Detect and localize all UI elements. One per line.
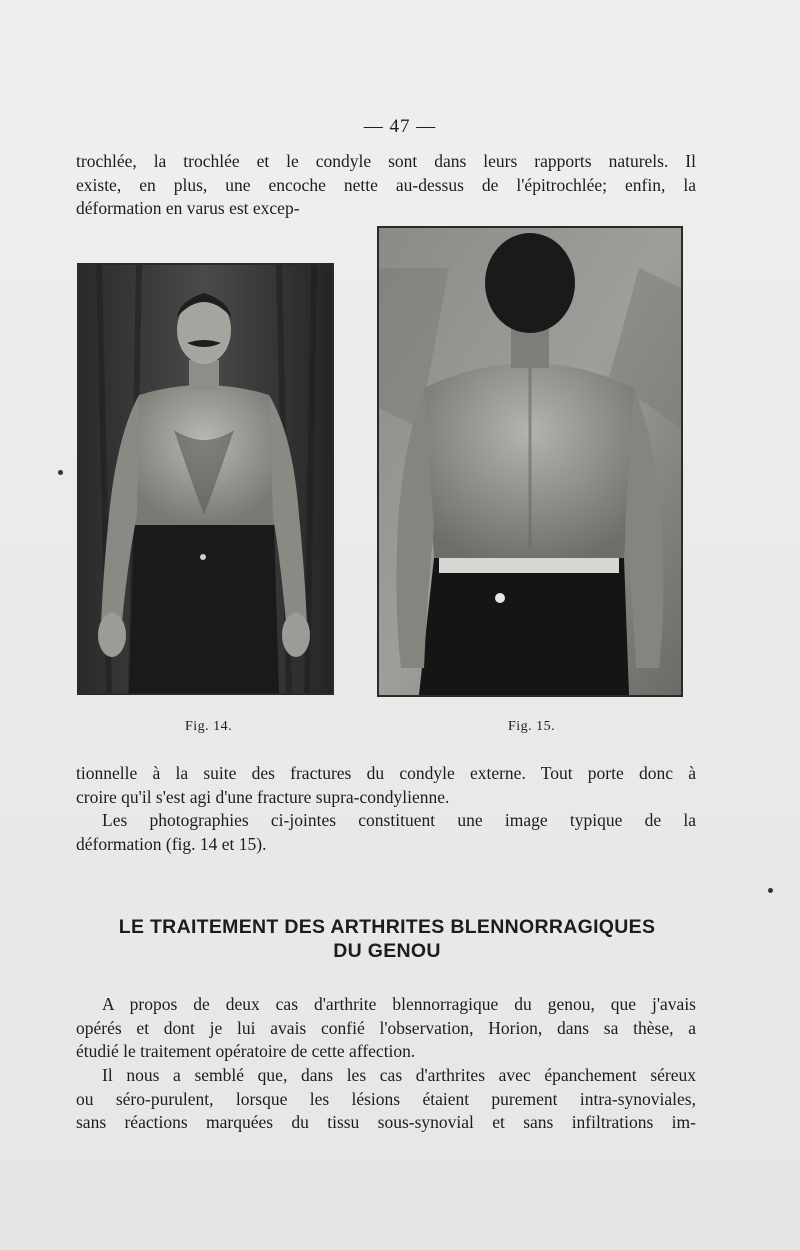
text-line: déformation (fig. 14 et 15).: [76, 833, 267, 854]
print-speck: [768, 888, 773, 893]
text-line: A propos de deux cas d'arthrite blennorragique du genou, que j'avais: [102, 994, 696, 1014]
text-line: étudié le traitement opératoire de cette affection.: [76, 1041, 416, 1061]
page-number: — 47 —: [363, 116, 437, 137]
figure-14-photo: [77, 263, 334, 695]
section-heading-line: LE TRAITEMENT DES ARTHRITES BLENNORRAGIQUES: [118, 916, 656, 938]
photographs-paragraph: [76, 809, 696, 856]
text-line: trochlée, la trochlée et le condyle sont dans leurs rapports naturels. Il: [76, 151, 696, 171]
text-line: Il nous a semblé que, dans les cas d'arthrites avec épanchement séreux: [102, 1065, 696, 1085]
section-heading-line: DU GENOU: [333, 940, 441, 962]
body-paragraph-2: [76, 1064, 696, 1135]
front-view-photo-icon: [79, 265, 332, 693]
text-line: ou séro-purulent, lorsque les lésions étaient purement intra-synoviales,: [76, 1088, 696, 1109]
continuation-paragraph: [76, 762, 696, 809]
intro-paragraph: [76, 150, 696, 221]
body-paragraph-1: [76, 993, 696, 1064]
print-speck: [58, 470, 63, 475]
text-line: déformation en varus est excep-: [76, 198, 300, 218]
text-line: opérés et dont je lui avais confié l'observation, Horion, dans sa thèse, a: [76, 1017, 696, 1038]
section-heading: [76, 915, 698, 963]
back-view-photo-icon: [379, 228, 681, 695]
text-line: tionnelle à la suite des fractures du condyle externe. Tout porte donc à: [76, 763, 696, 783]
text-line: existe, en plus, une encoche nette au-dessus de l'épitrochlée; enfin, la: [76, 174, 696, 195]
figure-15-caption: Fig. 15.: [508, 719, 556, 734]
figure-14-caption: Fig. 14.: [185, 719, 233, 734]
text-line: sans réactions marquées du tissu sous-synovial et sans infiltrations im-: [76, 1112, 696, 1132]
text-line: Les photographies ci-jointes constituent une image typique de la: [102, 810, 696, 830]
figure-15-photo: [377, 226, 683, 697]
text-line: croire qu'il s'est agi d'une fracture supra-condylienne.: [76, 786, 450, 807]
